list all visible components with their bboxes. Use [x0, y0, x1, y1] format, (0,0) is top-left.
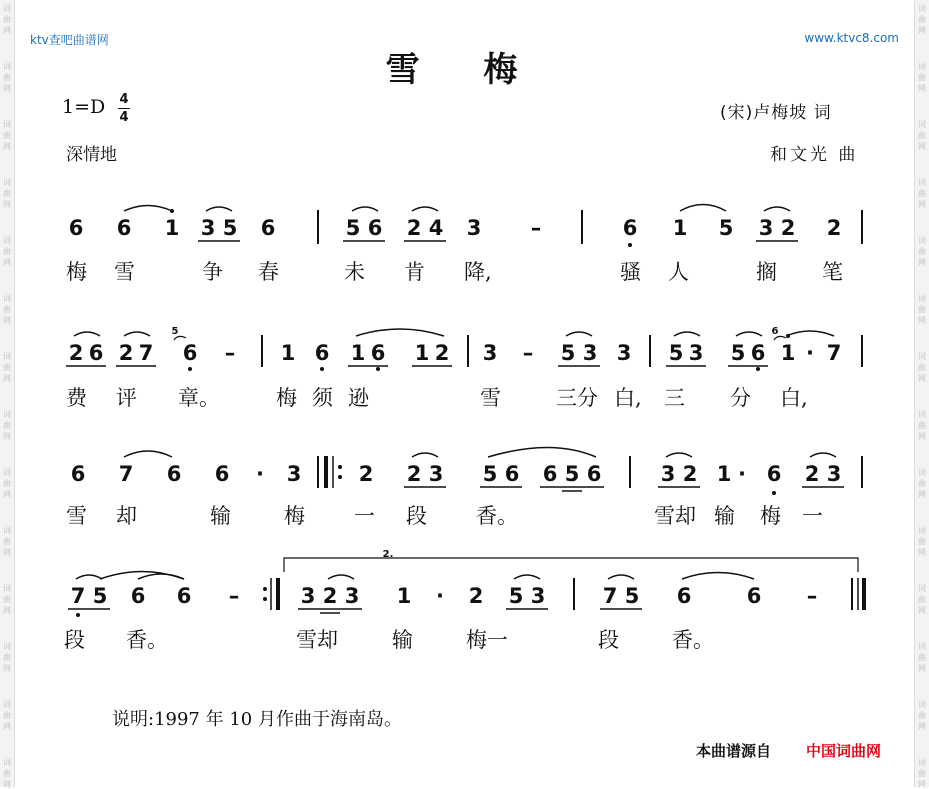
- lyric: 肯: [404, 260, 425, 284]
- note: 3: [660, 462, 676, 486]
- watermark-char: 网: [918, 200, 926, 209]
- lyric: 段: [64, 628, 85, 652]
- note: 1: [280, 341, 296, 365]
- note: 6: [68, 216, 84, 240]
- lyric: 未: [344, 260, 365, 284]
- watermark-char: 词: [918, 62, 926, 71]
- watermark-char: 网: [3, 374, 11, 383]
- dash: –: [224, 341, 236, 365]
- watermark-char: 曲: [3, 131, 11, 140]
- note: 7: [826, 341, 842, 365]
- watermark-char: 曲: [3, 73, 11, 82]
- watermark-char: 词: [3, 294, 11, 303]
- lyric: 雪: [66, 504, 87, 528]
- watermark-char: 网: [3, 432, 11, 441]
- slurs: [74, 205, 836, 580]
- lyric: 雪却: [296, 628, 338, 652]
- watermark-char: 曲: [918, 595, 926, 604]
- note: 1: [716, 462, 732, 486]
- note: 2: [468, 584, 484, 608]
- lyric: 梅: [276, 386, 297, 410]
- note: 6: [314, 341, 330, 365]
- note: 6: [676, 584, 692, 608]
- song-title: 雪 梅: [385, 50, 544, 90]
- watermark-char: 网: [3, 606, 11, 615]
- lyric: 章。: [178, 386, 220, 410]
- watermark-char: 曲: [3, 247, 11, 256]
- lyric: 雪: [480, 386, 501, 410]
- note: 4: [428, 216, 444, 240]
- volta-bracket: [284, 558, 858, 572]
- watermark-char: 网: [918, 432, 926, 441]
- dash: –: [522, 341, 534, 365]
- octave-dots: [76, 209, 790, 617]
- lyric: 雪却: [654, 504, 696, 528]
- watermark-char: 词: [918, 4, 926, 13]
- note: 1: [164, 216, 180, 240]
- note: 3: [300, 584, 316, 608]
- note: 2: [826, 216, 842, 240]
- watermark-char: 曲: [3, 595, 11, 604]
- watermark-char: 词: [3, 352, 11, 361]
- note: 6: [622, 216, 638, 240]
- lyric: 搁: [756, 260, 777, 284]
- note: 2: [118, 341, 134, 365]
- lyric: 输: [714, 504, 735, 528]
- grace-note: 5: [171, 326, 179, 337]
- repeat-dots: [263, 465, 342, 601]
- watermark-char: 网: [918, 258, 926, 267]
- note: 2: [406, 216, 422, 240]
- lyric: 香。: [126, 628, 168, 652]
- watermark-char: 网: [918, 548, 926, 557]
- lyric: 梅: [66, 260, 87, 284]
- watermark-char: 词: [3, 120, 11, 129]
- dash: –: [228, 584, 240, 608]
- watermark-char: 网: [918, 316, 926, 325]
- site-label-right: www.ktvc8.com: [804, 31, 899, 45]
- note: 3: [428, 462, 444, 486]
- note: 3: [688, 341, 704, 365]
- lyric: 三分: [556, 386, 598, 410]
- watermark-char: 曲: [918, 15, 926, 24]
- watermark-char: 曲: [3, 363, 11, 372]
- time-top: 4: [119, 92, 129, 107]
- lyric: 梅: [284, 504, 305, 528]
- lyric: 降,: [464, 260, 492, 284]
- watermark-char: 曲: [918, 769, 926, 778]
- watermark-char: 曲: [3, 189, 11, 198]
- watermark-char: 词: [918, 642, 926, 651]
- note: 2: [358, 462, 374, 486]
- watermark-char: 词: [918, 294, 926, 303]
- dot: ·: [436, 584, 444, 608]
- watermark-char: 词: [918, 236, 926, 245]
- note: 2: [406, 462, 422, 486]
- watermark-char: 网: [918, 490, 926, 499]
- note: 6: [214, 462, 230, 486]
- note: 7: [118, 462, 134, 486]
- watermark-char: 词: [918, 352, 926, 361]
- watermark-char: 词: [3, 410, 11, 419]
- watermark-char: 曲: [3, 305, 11, 314]
- watermark-char: 词: [918, 584, 926, 593]
- lyric: 骚: [620, 260, 641, 284]
- watermark-char: 词: [918, 178, 926, 187]
- watermark-char: 网: [3, 26, 11, 35]
- lyric: 须: [312, 386, 333, 410]
- note: 3: [582, 341, 598, 365]
- note: 6: [504, 462, 520, 486]
- note: 6: [367, 216, 383, 240]
- note: 1: [396, 584, 412, 608]
- note: 5: [222, 216, 238, 240]
- note: 6: [182, 341, 198, 365]
- note: 6: [176, 584, 192, 608]
- lyric: 白,: [614, 386, 642, 410]
- note: 5: [560, 341, 576, 365]
- lyric: 白,: [780, 386, 808, 410]
- note: 6: [766, 462, 782, 486]
- watermark-char: 词: [3, 700, 11, 709]
- note: 3: [530, 584, 546, 608]
- watermark-char: 曲: [3, 479, 11, 488]
- note: 7: [138, 341, 154, 365]
- footnote: 说明:1997 年 10 月作曲于海南岛。: [112, 709, 402, 730]
- watermark-char: 网: [918, 606, 926, 615]
- watermark-char: 网: [918, 142, 926, 151]
- note: 2: [804, 462, 820, 486]
- watermark-char: 曲: [918, 131, 926, 140]
- watermark-char: 词: [918, 410, 926, 419]
- lyric: 费: [66, 386, 87, 410]
- watermark-char: 词: [918, 700, 926, 709]
- watermark-char: 网: [3, 316, 11, 325]
- note: 5: [482, 462, 498, 486]
- watermark-char: 词: [3, 468, 11, 477]
- lyric: 段: [406, 504, 427, 528]
- grace-slurs: [174, 336, 786, 340]
- lyric: 笔: [822, 260, 843, 284]
- watermark-char: 曲: [918, 189, 926, 198]
- watermark-char: 曲: [918, 537, 926, 546]
- watermark-char: 词: [918, 758, 926, 767]
- watermark-char: 词: [3, 526, 11, 535]
- watermark-char: 词: [3, 758, 11, 767]
- lyric: 春: [258, 260, 279, 284]
- lyric: 输: [392, 628, 413, 652]
- lyric: 输: [210, 504, 231, 528]
- watermark-char: 曲: [918, 73, 926, 82]
- note: 2: [780, 216, 796, 240]
- note: 5: [624, 584, 640, 608]
- watermark-char: 曲: [918, 711, 926, 720]
- lyricist-credit: (宋)卢梅坡 词: [720, 103, 832, 123]
- note: 5: [345, 216, 361, 240]
- watermark-char: 曲: [918, 247, 926, 256]
- lyric: 三: [664, 386, 685, 410]
- watermark-char: 网: [3, 142, 11, 151]
- watermark-char: 曲: [3, 653, 11, 662]
- note: 3: [466, 216, 482, 240]
- dot: ·: [806, 341, 814, 365]
- watermark-char: 网: [918, 722, 926, 731]
- note: 6: [130, 584, 146, 608]
- note: 1: [780, 341, 796, 365]
- duration-underlines: [66, 241, 844, 613]
- watermark-char: 曲: [918, 363, 926, 372]
- note: 5: [508, 584, 524, 608]
- note: 6: [586, 462, 602, 486]
- note: 3: [482, 341, 498, 365]
- watermark-char: 网: [918, 374, 926, 383]
- time-bottom: 4: [119, 110, 129, 125]
- note: 7: [70, 584, 86, 608]
- dot: ·: [738, 462, 746, 486]
- watermark-char: 网: [918, 664, 926, 673]
- note: 7: [602, 584, 618, 608]
- dot: ·: [256, 462, 264, 486]
- note: 2: [68, 341, 84, 365]
- bar-lines: [262, 210, 862, 610]
- note: 6: [70, 462, 86, 486]
- watermark-char: 曲: [918, 479, 926, 488]
- note: 1: [672, 216, 688, 240]
- grace-note: 6: [771, 326, 779, 337]
- note: 6: [116, 216, 132, 240]
- note: 3: [200, 216, 216, 240]
- watermark-char: 词: [3, 178, 11, 187]
- lyric: 一: [354, 504, 375, 528]
- note: 5: [730, 341, 746, 365]
- lyric: 争: [202, 260, 223, 284]
- note: 2: [682, 462, 698, 486]
- expression-mark: 深情地: [66, 145, 117, 165]
- lyric: 评: [116, 386, 137, 410]
- note: 5: [668, 341, 684, 365]
- source-name: 中国词曲网: [806, 742, 882, 760]
- watermark-char: 词: [3, 62, 11, 71]
- repeat-signs: [271, 456, 864, 610]
- watermark-char: 网: [3, 84, 11, 93]
- watermark-char: 曲: [918, 421, 926, 430]
- watermark-char: 词: [918, 468, 926, 477]
- watermark-char: 曲: [3, 15, 11, 24]
- watermark-char: 网: [3, 490, 11, 499]
- note: 6: [166, 462, 182, 486]
- volta-number: 2.: [382, 549, 394, 560]
- dash: –: [806, 584, 818, 608]
- watermark-char: 网: [3, 780, 11, 789]
- watermark-char: 词: [3, 4, 11, 13]
- watermark-char: 网: [3, 722, 11, 731]
- lyric: 香。: [476, 504, 518, 528]
- watermark-char: 词: [918, 120, 926, 129]
- lyric: 分: [730, 386, 751, 410]
- watermark-char: 网: [918, 780, 926, 789]
- watermark-char: 网: [3, 258, 11, 267]
- lyric: 逊: [348, 386, 369, 410]
- watermark-char: 词: [3, 236, 11, 245]
- watermark-char: 词: [918, 526, 926, 535]
- note: 3: [286, 462, 302, 486]
- note: 3: [344, 584, 360, 608]
- note: 6: [88, 341, 104, 365]
- note: 1: [350, 341, 366, 365]
- note: 6: [746, 584, 762, 608]
- source-label: 本曲谱源自: [696, 742, 772, 760]
- note: 6: [370, 341, 386, 365]
- dash: –: [530, 216, 542, 240]
- lyric: 人: [668, 260, 689, 284]
- note: 1: [414, 341, 430, 365]
- watermark-char: 曲: [3, 421, 11, 430]
- note: 2: [322, 584, 338, 608]
- note: 2: [434, 341, 450, 365]
- watermark-char: 曲: [918, 653, 926, 662]
- watermark-char: 曲: [3, 711, 11, 720]
- watermark-char: 词: [3, 642, 11, 651]
- note: 3: [758, 216, 774, 240]
- note: 6: [750, 341, 766, 365]
- watermark-char: 曲: [3, 769, 11, 778]
- note: 5: [92, 584, 108, 608]
- site-label-left: ktv查吧曲谱网: [30, 33, 109, 47]
- lyric: 梅: [760, 504, 781, 528]
- watermark-char: 网: [918, 26, 926, 35]
- lyric: 梅一: [466, 628, 508, 652]
- lyric: 一: [802, 504, 823, 528]
- watermark-char: 网: [918, 84, 926, 93]
- note: 5: [564, 462, 580, 486]
- note: 3: [616, 341, 632, 365]
- watermark-char: 网: [3, 664, 11, 673]
- lyric: 香。: [672, 628, 714, 652]
- watermark-char: 曲: [3, 537, 11, 546]
- watermark-char: 曲: [918, 305, 926, 314]
- watermark-char: 网: [3, 548, 11, 557]
- key-signature: 1=D: [62, 96, 106, 118]
- note: 5: [718, 216, 734, 240]
- lyric: 段: [598, 628, 619, 652]
- watermark-char: 网: [3, 200, 11, 209]
- composer-credit: 和文光 曲: [770, 145, 859, 165]
- lyric: 却: [116, 504, 137, 528]
- watermark-char: 词: [3, 584, 11, 593]
- note: 6: [260, 216, 276, 240]
- note: 3: [826, 462, 842, 486]
- note: 6: [542, 462, 558, 486]
- lyric: 雪: [114, 260, 135, 284]
